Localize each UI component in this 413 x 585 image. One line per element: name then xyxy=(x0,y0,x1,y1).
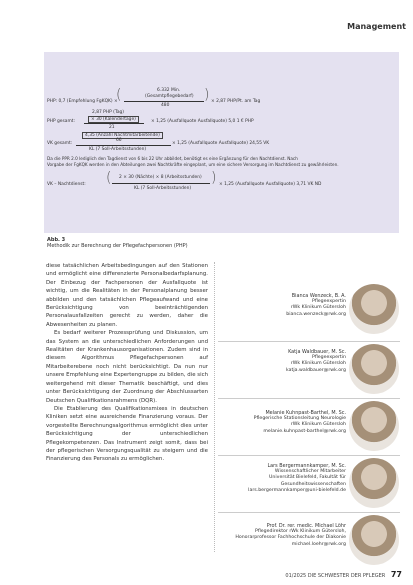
formula-php-top2: (Gesamtpflegebedarf) xyxy=(145,94,194,99)
formula-php-rhs: × 2,87 PHP/Pt. am Tag xyxy=(211,99,261,104)
fraction-line xyxy=(112,183,210,184)
author-bio xyxy=(218,349,346,374)
bio-separator xyxy=(218,512,400,513)
author-name: Katja Waldbauer, M. Sc. xyxy=(288,349,346,355)
formula-ges-top2: × 30 (Kalendertage) xyxy=(88,116,139,123)
formula-box xyxy=(44,52,399,233)
formula-ges-top1: 2,87 PHP (Tag) xyxy=(92,110,125,115)
author-bio xyxy=(218,410,346,435)
author-org: Honorarprofessor Fachhochschule der Diakonie xyxy=(235,535,346,541)
author-email[interactable]: michael.loehr@rwk.org xyxy=(291,541,346,547)
formula-vkn-den: KL (7 Soll-Arbeitsstunden) xyxy=(134,186,192,191)
formula-vk-lhs: VK gesamt: xyxy=(47,141,73,146)
formula-note-line2: Vorgabe der FgKQK werden in den Abteilungen zwei Nachtkräfte eingeplant, um eine sichere Versorgung im Nachtdienst zu gewährleisten. xyxy=(47,162,339,167)
formula-ges-lhs: PHP gesamt: xyxy=(47,119,75,124)
formula-vkn-top: 2 × 30 (Nächte) × 8 (Arbeitsstunden) xyxy=(119,175,202,180)
formula-ges-den: 21 xyxy=(109,125,115,130)
page-footer xyxy=(270,570,402,579)
author-role: Pflegedirektor rWk Klinikum Gütersloh, xyxy=(255,529,346,535)
formula-vk-top1: 4,35 (Anzahl Nachtmitarbeitende) xyxy=(82,132,163,139)
author-org: rWk Klinikum Gütersloh xyxy=(290,422,346,428)
body-text xyxy=(46,262,208,464)
author-name: Bianca Wenzeck, B. A. xyxy=(291,293,346,299)
formula-vkn-lhs: VK – Nachtdienst: xyxy=(47,182,86,187)
author-photo xyxy=(349,344,399,394)
formula-paren: ( xyxy=(106,170,112,186)
author-bio xyxy=(218,293,346,318)
formula-vk-den: KL (7 Soll-Arbeitsstunden) xyxy=(89,147,147,152)
formula-php-lhs: PHP: 0,7 (Empfehlung FgKQK) × xyxy=(47,99,118,104)
author-photo xyxy=(349,458,399,508)
fraction-line xyxy=(84,123,144,124)
fraction-line xyxy=(124,101,204,102)
author-bio xyxy=(218,463,346,494)
author-org: rWk Klinikum Gütersloh xyxy=(290,305,346,311)
author-email[interactable]: katja.waldbauer@rwk.org xyxy=(286,367,346,373)
author-org: Universität Bielefeld, Fakultät für Gesundheitswissenschaften xyxy=(268,475,346,487)
formula-paren: ) xyxy=(211,170,217,186)
author-role: Pflegeexpertin xyxy=(312,355,346,361)
bio-separator xyxy=(218,398,400,399)
formula-php-den: 480 xyxy=(161,103,170,108)
body-paragraph: diese tatsächlichen Arbeitsbedingungen auf den Stationen und ermöglicht eine differenzierte Personalbedarfsplanung. Der Einbezug der Fachpersonen der Ausfallquote ist wichtig, um die Realitäten in der Personalplanung besser abbilden und den tatsächlichen Pflegeaufwand und eine Berücksichtigung von beeinträchtigenden Personalausfallzeiten gerecht zu werden, daher die Abwesenheiten zu planen. xyxy=(46,263,208,328)
journal-name: 01/2025 DIE SCHWESTER DER PFLEGER xyxy=(285,573,386,579)
author-role: Pflegerische Stationsleitung Neurologie xyxy=(253,416,346,422)
author-name: Lars Bergermannkamper, M. Sc. xyxy=(267,463,346,469)
page-number: 77 xyxy=(390,570,402,579)
author-photo xyxy=(349,515,399,565)
author-name: Prof. Dr. rer. medic. Michael Löhr xyxy=(266,523,346,529)
body-paragraph: Es bedarf weiterer Prozessprüfung und Diskussion, um das System an die unterschiedlichen Anforderungen und Realitäten der Krankenhausorganisationen. Zudem sind in diesem Algorithmus Pflegefachpersonen auf Mitarbeiterebene noch nicht berücksichtigt. Da nun nur unsere Empfehlung eine Expertengruppe zu bilden, die sich weitergehend mit dieser Thematik beschäftigt, und dies unter Berücksichtigung der Zuordnung der Abschlussarten Deutschen Qualifikationsrahmens (DQR). xyxy=(46,330,208,404)
author-role: Pflegeexpertin xyxy=(312,299,346,305)
formula-ges-rhs: × 1,25 (Ausfallquote Ausfallquote) 5,0 1 € PHP xyxy=(151,119,254,124)
author-photo xyxy=(349,401,399,451)
fraction-line xyxy=(76,145,171,146)
formula-vk-top2: 66 xyxy=(116,138,122,143)
author-name: Melanie Kuhnpast-Barthel, M. Sc. xyxy=(265,410,346,416)
body-paragraph: Die Etablierung des Qualifikationsmixes in deutschen Kliniken setzt eine ausreichende Finanzierung voraus. Der vorgestellte Berechnungsalgorithmus ermöglicht dies unter Berücksichtigung der unterschiedlichen Pflegekompetenzen. Das Instrument zeigt somit, dass bei der pflegerischen Versorgungsqualität zu steigern und die Finanzierung des Personals zu ermöglichen. xyxy=(46,405,208,463)
figure-caption-title: Abb. 3 xyxy=(47,237,66,243)
formula-vkn-rhs: × 1,25 (Ausfallquote Ausfallquote) 3,71 VK ND xyxy=(219,182,322,187)
column-divider xyxy=(214,262,215,552)
formula-paren: ( xyxy=(116,87,122,103)
author-bio xyxy=(218,523,346,548)
figure-caption-text: Methodik zur Berechnung der Pflegefachpersonen (PHP) xyxy=(47,243,188,249)
formula-paren: ) xyxy=(204,87,210,103)
author-org: rWk Klinikum Gütersloh xyxy=(290,361,346,367)
formula-note-line1: Da die PPR 2.0 lediglich den Tagdienst von 6 bis 22 Uhr abbildet, benötigt es eine Ergänzung für den Nachtdienst. Nach xyxy=(47,156,298,161)
formula-php-top1: 6.332 Min. xyxy=(157,88,181,93)
author-email[interactable]: lars.bergermannkamper@uni-bielefeld.de xyxy=(248,487,346,493)
author-photo xyxy=(349,284,399,334)
author-role: Wissenschaftlicher Mitarbeiter xyxy=(274,469,346,475)
bio-separator xyxy=(218,455,400,456)
author-email[interactable]: bianca.wenzeck@rwk.org xyxy=(286,311,346,317)
author-email[interactable]: melanie.kuhnpast-barthel@rwk.org xyxy=(263,428,346,434)
section-label: Management xyxy=(347,22,406,31)
formula-vk-rhs: × 1,25 (Ausfallquote Ausfallquote) 24,55 VK xyxy=(172,141,270,146)
bio-separator xyxy=(218,341,400,342)
